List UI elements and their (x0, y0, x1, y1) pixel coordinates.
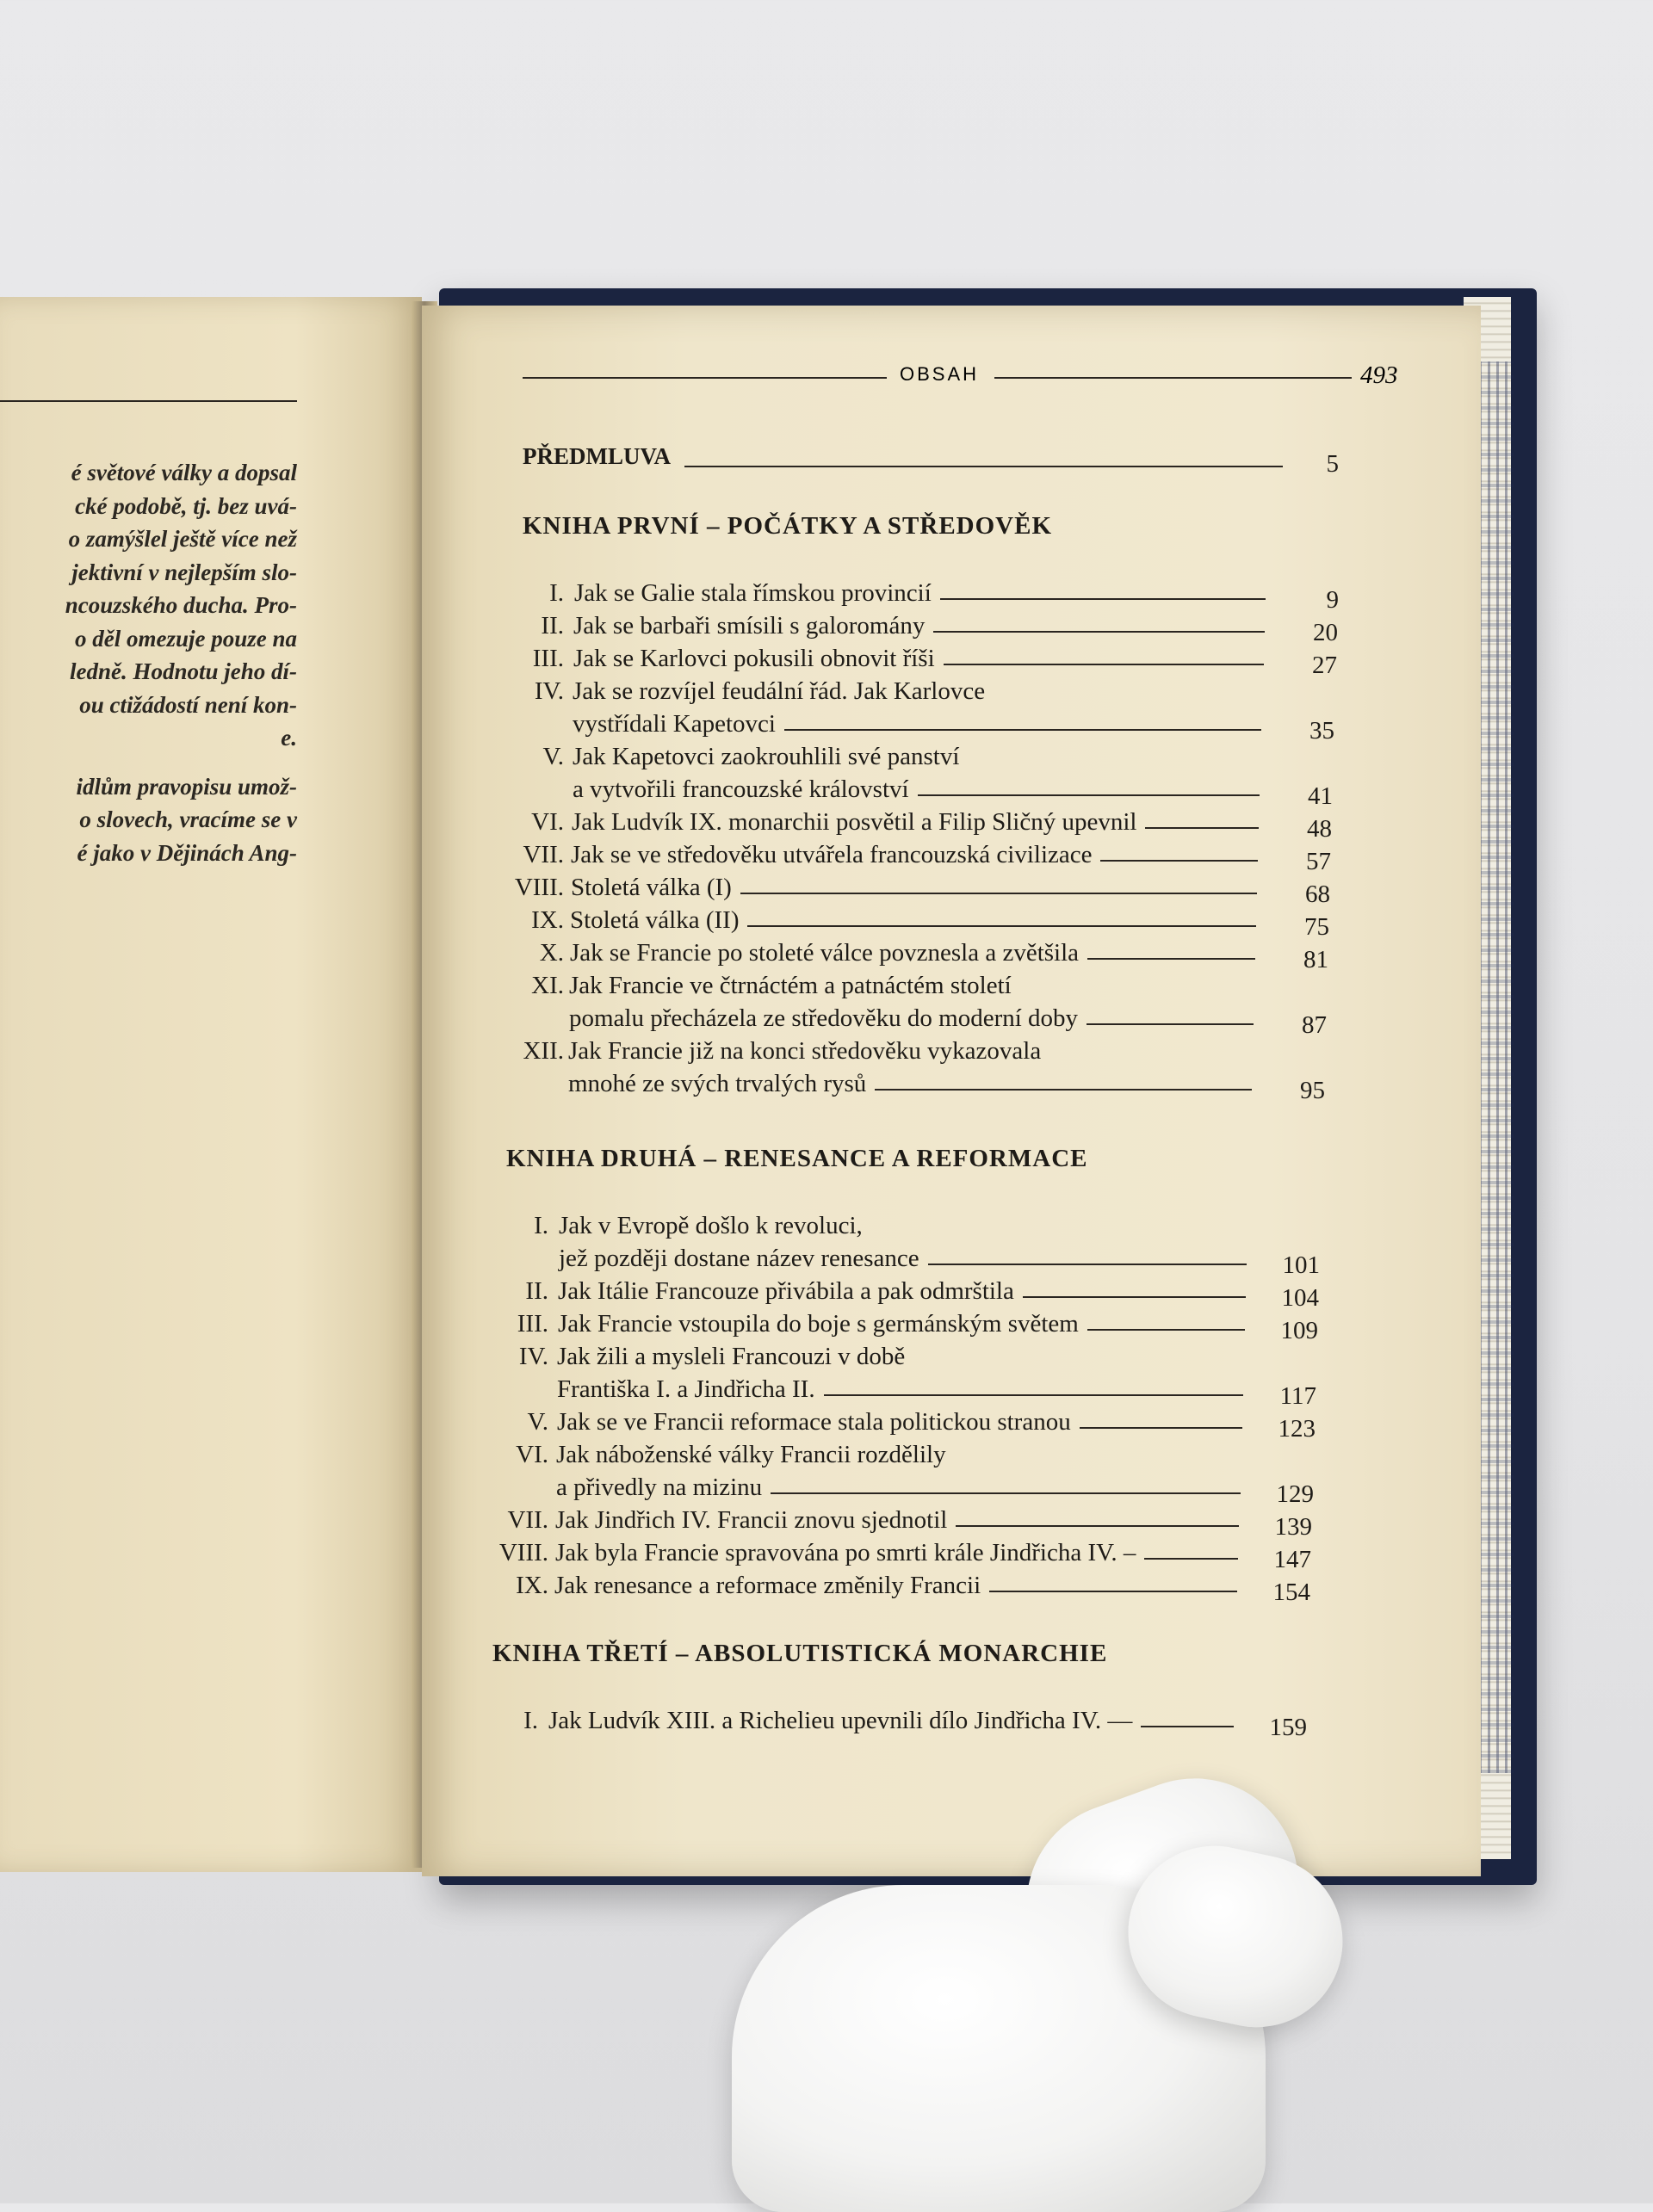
chapter-number: II. (525, 1277, 548, 1305)
leader-line (771, 1492, 1241, 1494)
chapter-page: 87 (1302, 1011, 1327, 1039)
chapter-number: X. (539, 939, 564, 967)
toc-line (0, 906, 1653, 941)
chapter-title: Františka I. a Jindřicha II. (557, 1375, 815, 1403)
chapter-title: vystřídali Kapetovci (573, 710, 776, 738)
chapter-title: Jak žili a mysleli Francouzi v době (557, 1343, 906, 1370)
chapter-title: Jak Francie vstoupila do boje s germánským světem (558, 1310, 1079, 1338)
toc-line (0, 677, 1653, 712)
toc-line (0, 1004, 1653, 1039)
chapter-title: Jak se rozvíjel feudální řád. Jak Karlovce (573, 677, 986, 705)
chapter-title: Stoletá válka (I) (571, 874, 732, 901)
chapter-number: I. (523, 1707, 538, 1734)
chapter-number: XII. (523, 1037, 564, 1065)
leader-line (918, 794, 1260, 796)
book-heading: KNIHA PRVNÍ – POČÁTKY A STŘEDOVĚK (523, 512, 1053, 540)
toc-line (0, 645, 1653, 679)
chapter-title: Jak Itálie Francouze přivábila a pak odmrštila (558, 1277, 1014, 1305)
toc-line (0, 612, 1653, 646)
chapter-number: III. (532, 645, 564, 672)
gloved-hand (680, 1790, 1455, 2203)
toc-line (0, 743, 1653, 777)
chapter-title: mnohé ze svých trvalých rysů (568, 1070, 867, 1097)
chapter-number: VII. (523, 841, 564, 868)
toc-line (0, 1037, 1653, 1072)
chapter-page: 68 (1305, 880, 1330, 908)
toc-line (0, 1441, 1653, 1475)
chapter-page: 123 (1278, 1415, 1316, 1443)
chapter-page: 81 (1303, 946, 1328, 973)
leader-line (784, 729, 1261, 731)
toc-line (0, 1474, 1653, 1508)
preface-title: PŘEDMLUVA (523, 443, 672, 469)
leader-line (989, 1591, 1237, 1592)
leader-line (747, 925, 1256, 927)
chapter-title: Jak renesance a reformace změnily Francii (554, 1572, 981, 1599)
chapter-page: 129 (1276, 1480, 1314, 1508)
toc-line (0, 1245, 1653, 1279)
chapter-title: jež později dostane název renesance (559, 1245, 919, 1272)
chapter-page: 147 (1273, 1546, 1311, 1573)
chapter-title: a přivedly na mizinu (556, 1474, 763, 1501)
chapter-title: Jak se Galie stala římskou provincií (574, 579, 932, 607)
leader-line (1141, 1726, 1234, 1727)
book-heading: KNIHA DRUHÁ – RENESANCE A REFORMACE (506, 1145, 1088, 1172)
chapter-page: 57 (1306, 848, 1331, 875)
toc-line (0, 1506, 1653, 1541)
chapter-title: Jak Jindřich IV. Francii znovu sjednotil (555, 1506, 948, 1534)
toc-line (0, 1310, 1653, 1344)
leader-line (1080, 1427, 1242, 1429)
chapter-number: VI. (516, 1441, 548, 1468)
leader-line (944, 664, 1264, 665)
chapter-number: IV. (518, 1343, 548, 1370)
toc-line (0, 1375, 1653, 1410)
toc-line (0, 972, 1653, 1006)
chapter-title: Jak Kapetovci zaokrouhlili své panství (573, 743, 960, 770)
chapter-number: VII. (507, 1506, 548, 1534)
chapter-number: XI. (531, 972, 564, 999)
chapter-title: Jak se barbaři smísili s galoromány (573, 612, 926, 640)
chapter-number: IX. (531, 906, 564, 934)
preface-page: 5 (1326, 450, 1339, 478)
chapter-number: VIII. (514, 874, 564, 901)
left-page-line: ou ctižádostí není kon- (79, 691, 297, 718)
chapter-page: 159 (1269, 1714, 1307, 1741)
chapter-title: Jak Francie již na konci středověku vykazovala (568, 1037, 1042, 1065)
leader-line (956, 1525, 1239, 1527)
chapter-page: 109 (1280, 1317, 1318, 1344)
chapter-page: 75 (1304, 913, 1329, 941)
toc-line (0, 808, 1653, 843)
left-page-line: e. (281, 725, 297, 751)
chapter-title: a vytvořili francouzské království (573, 775, 909, 803)
chapter-page: 20 (1313, 619, 1338, 646)
chapter-title: Jak se ve Francii reformace stala politickou stranou (557, 1408, 1071, 1436)
chapter-title: Jak náboženské války Francii rozdělily (556, 1441, 946, 1468)
toc-line (0, 579, 1653, 614)
left-page-line: o slovech, vracíme se v (79, 806, 297, 832)
left-page-line: ledně. Hodnotu jeho dí- (69, 658, 297, 684)
chapter-number: I. (549, 579, 564, 607)
chapter-page: 101 (1282, 1251, 1320, 1279)
leader-line (875, 1089, 1252, 1091)
leader-line (940, 598, 1266, 600)
chapter-page: 27 (1312, 652, 1337, 679)
left-page-line: idlům pravopisu umož- (76, 773, 297, 800)
chapter-page: 48 (1307, 815, 1332, 843)
chapter-number: IV. (534, 677, 564, 705)
toc-line (0, 1539, 1653, 1573)
chapter-title: Jak v Evropě došlo k revoluci, (559, 1212, 863, 1239)
leader-line (740, 893, 1257, 894)
chapter-number: II. (541, 612, 564, 640)
toc-line (0, 1070, 1653, 1104)
chapter-page: 104 (1281, 1284, 1319, 1312)
chapter-number: VI. (531, 808, 564, 836)
chapter-number: III. (517, 1310, 548, 1338)
toc-line (0, 1707, 1653, 1741)
chapter-number: VIII. (498, 1539, 548, 1566)
chapter-title: Jak Francie ve čtrnáctém a patnáctém století (569, 972, 1012, 999)
toc-line (0, 841, 1653, 875)
chapter-number: V. (542, 743, 564, 770)
chapter-number: IX. (516, 1572, 548, 1599)
chapter-page: 154 (1272, 1579, 1310, 1606)
leader-line (1100, 860, 1258, 862)
toc-line (0, 939, 1653, 973)
chapter-title: Jak se Karlovci pokusili obnovit říši (573, 645, 935, 672)
preface-entry (0, 443, 1653, 478)
chapter-title: Jak Ludvík XIII. a Richelieu upevnili dílo Jindřicha IV. — (548, 1707, 1133, 1734)
chapter-page: 95 (1300, 1077, 1325, 1104)
running-head-title: OBSAH (900, 363, 980, 385)
running-head-rule-right (994, 377, 1352, 379)
leader-line (1087, 1329, 1245, 1331)
chapter-page: 35 (1309, 717, 1334, 745)
toc-line (0, 1343, 1653, 1377)
running-head-page-number: 493 (1360, 361, 1398, 389)
leader-line (824, 1394, 1243, 1396)
toc-line (0, 1277, 1653, 1312)
chapter-number: V. (527, 1408, 548, 1436)
toc-line (0, 1408, 1653, 1443)
chapter-number: I. (534, 1212, 548, 1239)
toc-line (0, 1212, 1653, 1246)
chapter-title: Jak Ludvík IX. monarchii posvětil a Filip Sličný upevnil (572, 808, 1137, 836)
chapter-page: 139 (1274, 1513, 1312, 1541)
toc-line (0, 874, 1653, 908)
left-page-line: é jako v Dějinách Ang- (77, 839, 297, 866)
leader-line (684, 466, 1283, 467)
left-page-line: ncouzského ducha. Pro- (65, 592, 297, 618)
running-head-rule-left (523, 377, 887, 379)
leader-line (1023, 1296, 1246, 1298)
left-page-line: o děl omezuje pouze na (74, 625, 297, 652)
chapter-page: 41 (1308, 782, 1333, 810)
toc-line (0, 710, 1653, 745)
chapter-title: Jak se ve středověku utvářela francouzská civilizace (571, 841, 1093, 868)
left-page-rule (0, 400, 297, 402)
left-page-line: jektivní v nejlepším slo- (71, 559, 297, 585)
chapter-title: pomalu přecházela ze středověku do moderní doby (569, 1004, 1079, 1032)
leader-line (1144, 1558, 1238, 1560)
left-page-line: o zamýšlel ještě více než (68, 526, 297, 552)
chapter-title: Jak se Francie po stoleté válce povznesla a zvětšila (570, 939, 1080, 967)
chapter-title: Jak byla Francie spravována po smrti krále Jindřicha IV. – (555, 1539, 1136, 1566)
chapter-page: 9 (1326, 586, 1339, 614)
running-head (523, 361, 1405, 396)
leader-line (933, 631, 1265, 633)
left-page-line: cké podobě, tj. bez uvá- (75, 492, 297, 519)
leader-line (928, 1264, 1247, 1265)
chapter-title: Stoletá válka (II) (570, 906, 740, 934)
chapter-page: 117 (1279, 1382, 1316, 1410)
leader-line (1087, 1023, 1254, 1025)
toc-line (0, 1572, 1653, 1606)
left-page-line: é světové války a dopsal (71, 460, 297, 485)
leader-line (1087, 958, 1255, 960)
leader-line (1145, 827, 1259, 829)
book-heading: KNIHA TŘETÍ – ABSOLUTISTICKÁ MONARCHIE (492, 1640, 1108, 1667)
toc-line (0, 775, 1653, 810)
